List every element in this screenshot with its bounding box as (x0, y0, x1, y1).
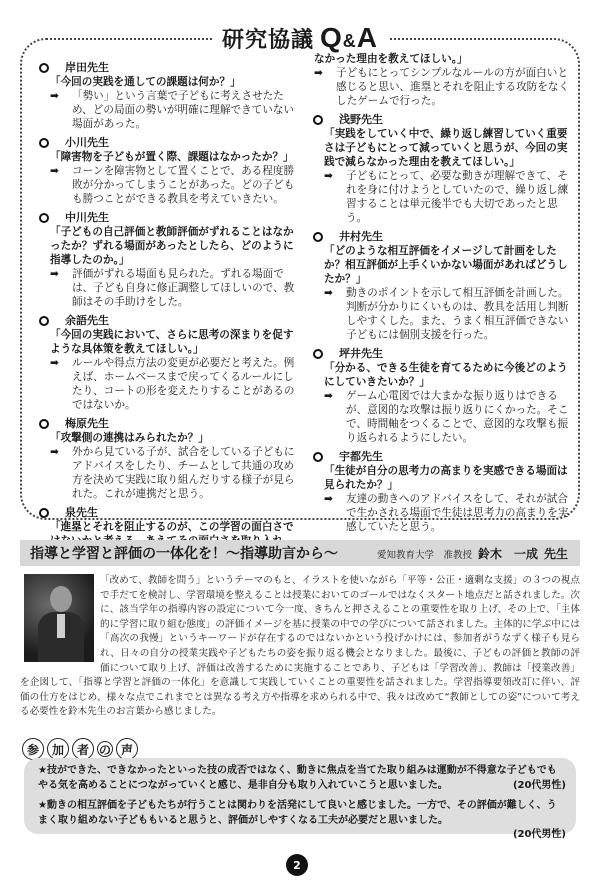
question-text: 「実践をしていく中で、繰り返し練習していく重要さは子どもにとって減っていくと思うが、今回の実践で減らなかった理由を教えてほしい。」 (324, 128, 568, 168)
question-text: 「分かる、できる生徒を育てるために今後どのようにしていきたいか？」 (324, 362, 568, 388)
voice-char: 加 (47, 738, 69, 760)
question-text: なかった理由を教えてほしい。」 (314, 53, 468, 65)
bullet-icon (39, 138, 49, 148)
qa-title-a: A (356, 22, 379, 53)
answer-text: 子どもにとってシンプルなルールの方が面白いと感じると思い、進塁とそれを阻止する攻防をなくしたゲームで行った。 (336, 67, 570, 107)
answer-text: コーンを障害物として置くことで、ある程度勝敗が分かってしまうことがあった。どの子どもも勝つことができる教具を考えていきたい。 (72, 165, 295, 205)
qa-title-q: Q (320, 22, 343, 53)
section-author (377, 545, 568, 562)
arrow-right-icon: ➡ (324, 287, 333, 299)
bullet-icon (39, 316, 49, 326)
qa-entry-continued (314, 52, 570, 108)
qa-entry (40, 210, 296, 309)
qa-left-column (40, 60, 296, 552)
answer (324, 492, 570, 534)
arrow-right-icon: ➡ (50, 446, 59, 458)
answer (50, 267, 296, 309)
teacher-name (40, 210, 296, 225)
bullet-icon (39, 63, 49, 73)
qa-entry (314, 229, 570, 342)
qa-right-column (314, 52, 570, 538)
answer-text: 友達の動きへのアドバイスをして、それが試合で生かされる場面で生徒は思考力の高まりを実感していたと思う。 (346, 493, 569, 533)
answer-text: 「勢い」という言葉で子どもに考えさせたため、どの局面の勢いが明確に理解できていない場面があった。 (72, 90, 295, 130)
question-text: 「子どもの自己評価と教師評価がずれることはなかったか？ずれる場面があったとしたら、どのように指導したのか。」 (50, 226, 294, 266)
qa-entry (40, 416, 296, 501)
arrow-right-icon: ➡ (50, 90, 59, 102)
speaker-photo (24, 574, 94, 662)
arrow-right-icon: ➡ (324, 170, 333, 182)
voice-connector: の (98, 742, 111, 757)
qa-entry (40, 60, 296, 131)
answer-text: 外から見ている子が、試合をしている子どもにアドバイスをしたり、チームとして共通の攻め方を決めて実践に取り組んだりする様子が見られた。これが連携だと思う。 (72, 446, 295, 500)
voice-age: (20代男性) (512, 829, 566, 840)
voice-heading (22, 738, 138, 760)
bullet-icon (313, 349, 323, 359)
answer (50, 89, 296, 131)
teacher-label: 梅原先生 (65, 417, 109, 430)
photo-head-shape (50, 586, 72, 612)
question-text: 「今回の実践を通しての課題は何か？」 (50, 76, 241, 88)
answer-text: ルールや得点方法の変更が必要だと考えた。例えば、ホームベースまで戻ってくるルールにしたり、コートの形を変えたりすることがあるのではないか。 (72, 357, 295, 411)
qa-entry (314, 112, 570, 225)
voice-text: ★技ができた、できなかったといった技の成否ではなく、動きに焦点を当てた取り組みは運動が不得意な子どもでもやる気を高めることにつながっていくと感じ、是非自分も取り入れていこうと思いました。 (38, 765, 557, 791)
teacher-label: 余語先生 (65, 314, 109, 327)
photo-shirt-shape (57, 614, 65, 638)
teacher-label: 中川先生 (65, 211, 109, 224)
qa-entry (40, 313, 296, 412)
question-text: 「今回の実践において、さらに思考の深まりを促すような具体策を教えてほしい。」 (50, 329, 294, 355)
answer (324, 286, 570, 342)
section-body (20, 574, 580, 720)
question-text: 「生徒が自分の思考力の高まりを実感できる場面は見られたか？」 (324, 465, 568, 491)
voice-char: 声 (116, 738, 138, 760)
arrow-right-icon: ➡ (324, 493, 333, 505)
author-honorific: 先生 (543, 546, 568, 561)
answer (324, 169, 570, 225)
question-text: 「攻撃側の連携はみられたか？」 (50, 432, 209, 444)
bullet-icon (39, 419, 49, 429)
teacher-name (40, 505, 296, 520)
teacher-name (40, 416, 296, 431)
answer-text: ゲーム心電図では大まかな振り返りはできるが、意図的な攻撃は振り返りにくかった。そこで、時間軸をつくることで、意図的な攻撃も振り返られるようにしたい。 (346, 390, 569, 444)
teacher-label: 泉先生 (65, 506, 98, 519)
teacher-label: 岸田先生 (65, 61, 109, 74)
bullet-icon (313, 232, 323, 242)
author-affiliation: 愛知教育大学 准教授 (376, 549, 472, 561)
answer-text: 評価がずれる場面も見られた。ずれる場面では、子ども自身に修正調整してほしいので、教師はその手助けをした。 (72, 268, 295, 308)
answer (314, 66, 570, 108)
section-header-bar (20, 540, 580, 566)
teacher-label: 坪井先生 (339, 347, 383, 360)
teacher-label: 井村先生 (339, 230, 383, 243)
teacher-label: 浅野先生 (339, 113, 383, 126)
voice-char: 参 (22, 738, 44, 760)
teacher-name (40, 313, 296, 328)
qa-title-amp: & (342, 31, 357, 51)
qa-entry (314, 449, 570, 534)
bullet-icon (313, 452, 323, 462)
bullet-icon (39, 213, 49, 223)
teacher-label: 宇都先生 (339, 450, 383, 463)
voice-age: (20代男性) (512, 779, 566, 791)
answer-text: 子どもにとって、必要な動きが理解できて、それを身に付けようとしていたので、繰り返し練習することは単元後半でも大切であったと思う。 (346, 170, 569, 224)
teacher-name (314, 229, 570, 244)
answer (50, 445, 296, 501)
teacher-name (40, 135, 296, 150)
teacher-name (314, 112, 570, 127)
teacher-label: 小川先生 (65, 136, 109, 149)
answer (50, 356, 296, 412)
arrow-right-icon: ➡ (314, 67, 323, 79)
qa-title-text: 研究協議 (221, 28, 314, 53)
voice-item (38, 764, 566, 793)
page-number: 2 (286, 854, 308, 876)
question-text: 「どのような相互評価をイメージして計画をしたか？相互評価が上手くいかない場面があればどうしたか？」 (324, 245, 568, 285)
teacher-name (314, 449, 570, 464)
question-text: 「進塁とそれを阻止するのが、この学習の面白さで (50, 521, 294, 533)
author-name: 鈴木 一成 (477, 546, 538, 561)
arrow-right-icon: ➡ (50, 357, 59, 369)
qa-entry (40, 135, 296, 206)
section-title: 指導と学習と評価の一体化を！～指導助言から～ (30, 546, 338, 562)
bullet-icon (39, 508, 49, 518)
arrow-right-icon: ➡ (50, 165, 59, 177)
qa-title-mark (320, 22, 378, 53)
voice-char: 者 (72, 738, 94, 760)
qa-entry (314, 346, 570, 445)
answer (324, 389, 570, 445)
question-text: 「障害物を子どもが置く際、課題はなかったか？」 (50, 151, 294, 163)
arrow-right-icon: ➡ (324, 390, 333, 402)
voice-item (38, 799, 566, 843)
arrow-right-icon: ➡ (50, 268, 59, 280)
voice-text: ★動きの相互評価を子どもたちが行うことは関わりを活発にして良いと感じました。一方で、その評価が難しく、うまく取り組めない子どももいると思うと、評価がしやすくなる工夫が必要だと思いました。 (38, 800, 557, 826)
bullet-icon (313, 115, 323, 125)
answer (50, 164, 296, 206)
answer-text: 動きのポイントを示して相互評価を計画した。判断が分かりにくいものは、教具を活用し判断しやすくした。また、うまく相互評価できない子どもには個別支援を行った。 (346, 287, 569, 341)
teacher-name (40, 60, 296, 75)
section-body-text: 「改めて、教師を問う」というテーマのもと、イラストを使いながら「平等・公正・適剰な支援」の３つの視点で手だてを検討し、学習環境を整えることは授業においてのゴールではなくスタート地点だと話されました。次に、該当学年の指導内容の設定について今一度、きちんと押さえることの重要性を取り上げ、その上で、「主体的に学習に取り組む態度」の評価イメージを基に授業の中での学びについて話されました。主体的に学ぶ中には「高次の我慢」というキーワードが存在するのではないかという投げかけには、参加者がうなずく様子も見られ、日々の自分の授業実践や子どもたちの姿を振り返る機会となりました。最後に、子どもの評価と教師の評価について取り上げ、評価は改善するために実施することであり、子どもは「学習改善」、教師は「授業改善」を企図して、「指導と学習と評価の一体化」を意識して実践していくことの重要性を話されました。学習指導要領改訂に伴い、評価の仕方をはじめ、様々な点でこれまでとは異なる考え方や指導を求められる中で、我々は改めて“教師としての姿”について考える必要性を鈴木先生のお言葉から感じました。 (20, 575, 580, 718)
teacher-name (314, 346, 570, 361)
voice-box (24, 758, 576, 840)
